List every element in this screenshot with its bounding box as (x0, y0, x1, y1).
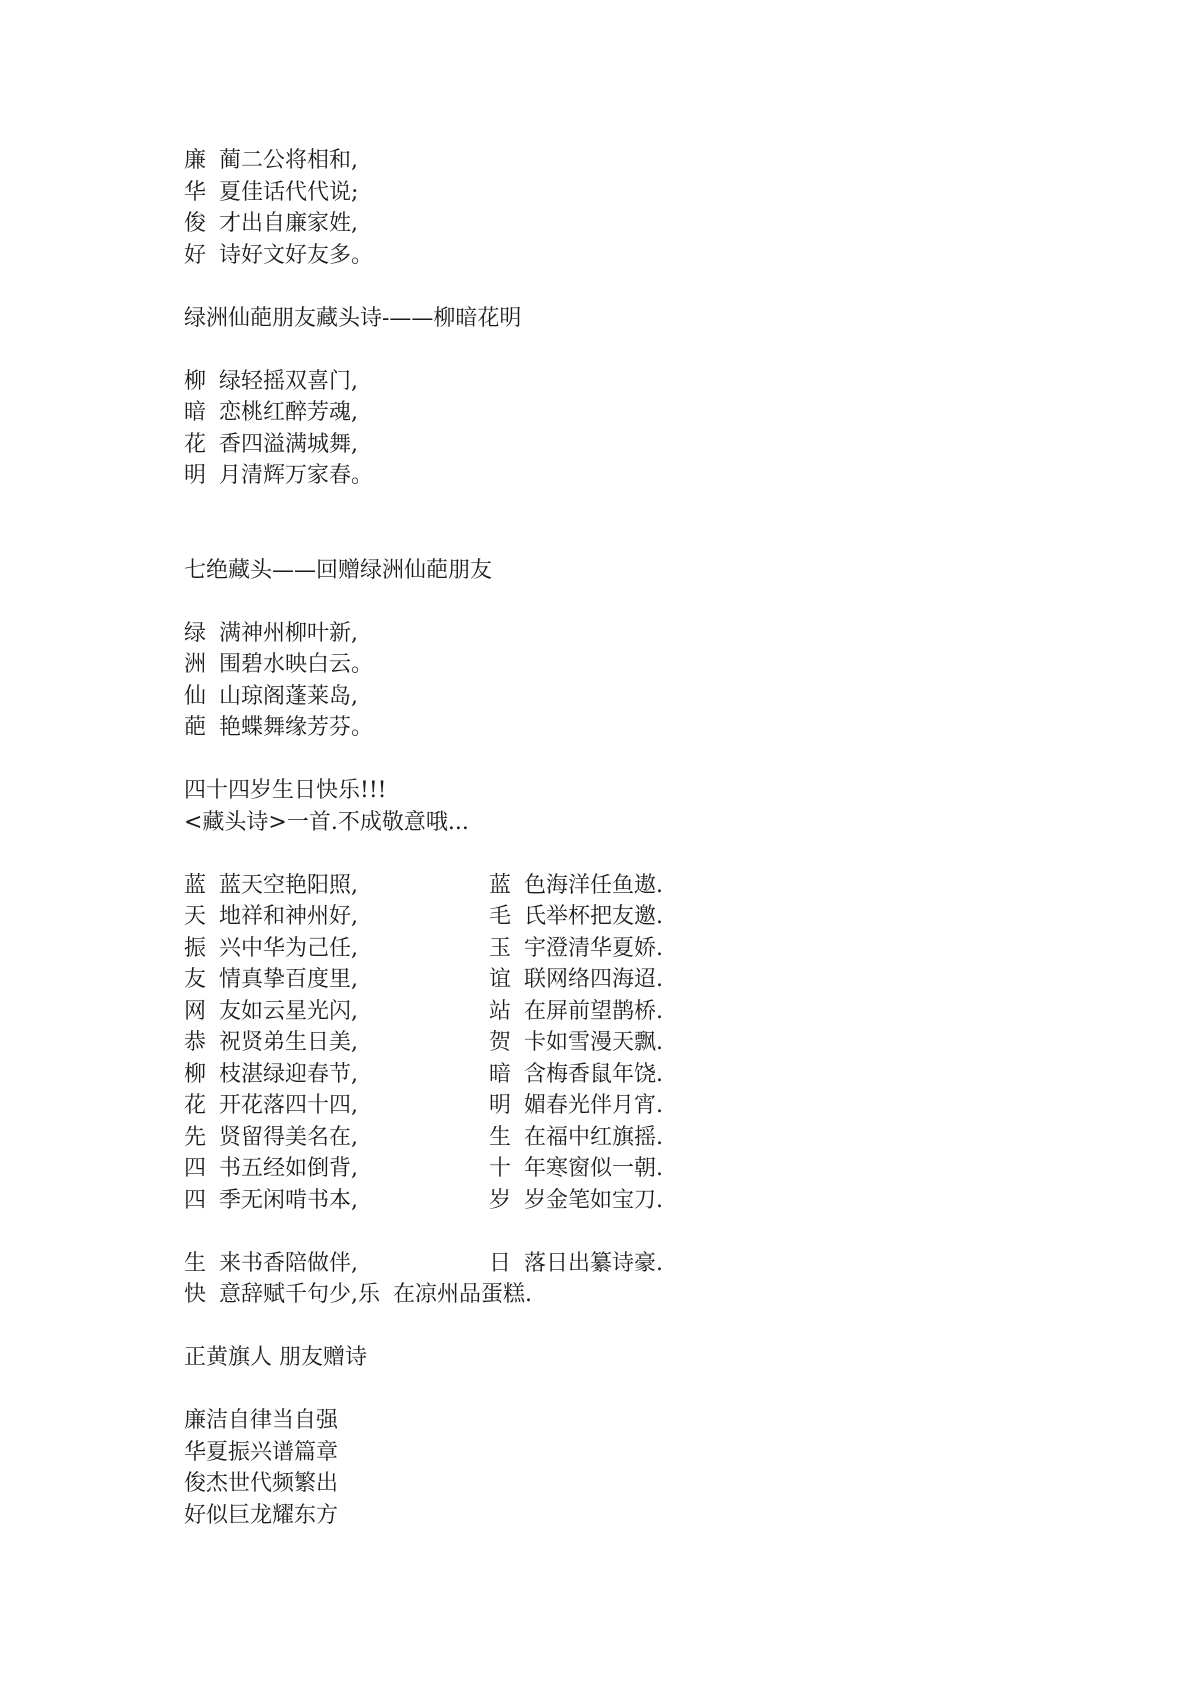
poem-1 (184, 145, 1144, 271)
acrostic-head: 蓝 (489, 872, 512, 898)
line-text: 在屏前望鹊桥. (524, 998, 663, 1024)
poem-title: 四十四岁生日快乐!!! (184, 778, 387, 803)
line-text: 联网络四海迢. (524, 967, 663, 992)
acrostic-head: 生 (489, 1124, 512, 1150)
line-text: 枝湛绿迎春节, (219, 1061, 358, 1087)
poem-5 (184, 1405, 1144, 1531)
acrostic-head: 四 (184, 1187, 207, 1213)
couplet-line (184, 996, 1144, 1028)
acrostic-head: 洲 (184, 652, 207, 677)
poem-line (184, 712, 1144, 744)
line-text: 年寒窗似一朝. (524, 1156, 663, 1181)
poem-line (184, 460, 1144, 492)
line-text: 兴中华为己任, (219, 935, 358, 961)
acrostic-head: 四 (184, 1156, 207, 1181)
line-text: 开花落四十四, (219, 1093, 358, 1118)
couplet-line (184, 1027, 1144, 1059)
acrostic-head: 好 (184, 242, 207, 268)
line-text: 诗好文好友多。 (219, 242, 374, 268)
acrostic-head: 谊 (489, 967, 512, 992)
line-text: 岁金笔如宝刀. (524, 1187, 663, 1213)
poem-2 (184, 366, 1144, 492)
poem-line (184, 618, 1144, 650)
line-text: 宇澄清华夏娇. (524, 935, 663, 961)
couplet-line (184, 1059, 1144, 1091)
line-text: 围碧水映白云。 (219, 652, 374, 677)
acrostic-head: 先 (184, 1124, 207, 1150)
line-text: 情真挚百度里, (219, 967, 358, 992)
poem-line (184, 397, 1144, 429)
line-text: 贤留得美名在, (219, 1124, 358, 1150)
poem-line (184, 208, 1144, 240)
line-text: 月清辉万家春。 (219, 463, 374, 488)
acrostic-head: 花 (184, 1093, 207, 1118)
couplet-line (184, 1248, 1144, 1280)
acrostic-head: 岁 (489, 1187, 512, 1213)
line-text: 媚春光伴月宵. (524, 1093, 663, 1118)
couplet-line (184, 1090, 1144, 1122)
poem-4-final-couplets (184, 1248, 1144, 1311)
line-text: 季无闲啃书本, (219, 1187, 358, 1213)
line-text: 氏举杯把友邀. (524, 904, 663, 929)
line-text: 友如云星光闪, (219, 998, 358, 1024)
line-text: 才出自廉家姓, (219, 211, 358, 236)
poem-4-couplets (184, 870, 1144, 1217)
acrostic-head: 暗 (184, 400, 207, 425)
line-text: 落日出纂诗豪. (524, 1250, 663, 1276)
line-text: 书五经如倒背, (219, 1156, 358, 1181)
poem-line: 华夏振兴谱篇章 (184, 1439, 339, 1465)
couplet-line (184, 870, 1144, 902)
poem-line (184, 366, 1144, 398)
acrostic-head: 网 (184, 998, 207, 1024)
poem-line (184, 177, 1144, 209)
line-text: 含梅香鼠年饶. (524, 1061, 663, 1087)
poem-3 (184, 618, 1144, 744)
acrostic-head: 站 (489, 998, 512, 1024)
acrostic-head: 柳 (184, 368, 207, 394)
line-text: 恋桃红醉芳魂, (219, 400, 358, 425)
line-text: 来书香陪做伴, (219, 1250, 358, 1276)
couplet-line (184, 1122, 1144, 1154)
poem-subtitle: <藏头诗>一首.不成敬意哦... (184, 809, 469, 835)
line-text: 艳蝶舞缘芳芬。 (219, 715, 374, 740)
poem-title: 正黄旗人 朋友赠诗 (184, 1345, 367, 1370)
acrostic-head: 蓝 (184, 872, 207, 898)
line-text: 绿轻摇双喜门, (219, 368, 358, 394)
acrostic-head: 葩 (184, 715, 207, 740)
line-text: 蓝天空艳阳照, (219, 872, 358, 898)
acrostic-head: 十 (489, 1156, 512, 1181)
acrostic-head: 仙 (184, 683, 207, 709)
couplet-line (184, 964, 1144, 996)
acrostic-head: 恭 (184, 1030, 207, 1055)
acrostic-head: 绿 (184, 620, 207, 646)
acrostic-head: 明 (489, 1093, 512, 1118)
line-text: 卡如雪漫天飘. (524, 1030, 663, 1055)
line-text: 夏佳话代代说; (219, 179, 359, 205)
poem-title: 绿洲仙葩朋友藏头诗-——柳暗花明 (184, 305, 522, 331)
line-text: 满神州柳叶新, (219, 620, 358, 646)
acrostic-head: 廉 (184, 148, 207, 173)
acrostic-head: 生 (184, 1250, 207, 1276)
line-text: 意辞赋千句少, (219, 1282, 358, 1307)
poem-line (184, 649, 1144, 681)
line-text: 蔺二公将相和, (219, 148, 358, 173)
couplet-line (184, 1153, 1144, 1185)
couplet-line (184, 1185, 1144, 1217)
document-page (184, 145, 1144, 1531)
acrostic-head: 华 (184, 179, 207, 205)
acrostic-head: 毛 (489, 904, 512, 929)
poem-title: 七绝藏头——回赠绿洲仙葩朋友 (184, 557, 493, 583)
acrostic-head: 花 (184, 431, 207, 457)
line-text: 香四溢满城舞, (219, 431, 358, 457)
acrostic-head: 快 (184, 1282, 207, 1307)
acrostic-head: 明 (184, 463, 207, 488)
acrostic-head: 贺 (489, 1030, 512, 1055)
acrostic-head: 日 (489, 1250, 512, 1276)
line-text: 山琼阁蓬莱岛, (219, 683, 358, 709)
couplet-line (184, 933, 1144, 965)
poem-line (184, 681, 1144, 713)
acrostic-head: 友 (184, 967, 207, 992)
line-text: 在凉州品蛋糕. (393, 1282, 532, 1307)
poem-line: 俊杰世代频繁出 (184, 1471, 339, 1496)
acrostic-head: 俊 (184, 211, 207, 236)
poem-line (184, 429, 1144, 461)
poem-line: 好似巨龙耀东方 (184, 1502, 339, 1528)
line-text: 在福中红旗摇. (524, 1124, 663, 1150)
poem-line (184, 240, 1144, 272)
couplet-line (184, 1279, 1144, 1311)
acrostic-head: 柳 (184, 1061, 207, 1087)
poem-line: 廉洁自律当自强 (184, 1408, 339, 1433)
line-text: 祝贤弟生日美, (219, 1030, 358, 1055)
acrostic-head: 天 (184, 904, 207, 929)
line-text: 地祥和神州好, (219, 904, 358, 929)
acrostic-head: 暗 (489, 1061, 512, 1087)
acrostic-head: 玉 (489, 935, 512, 961)
couplet-line (184, 901, 1144, 933)
acrostic-head: 振 (184, 935, 207, 961)
poem-line (184, 145, 1144, 177)
acrostic-head: 乐 (358, 1282, 381, 1307)
line-text: 色海洋任鱼遨. (524, 872, 663, 898)
